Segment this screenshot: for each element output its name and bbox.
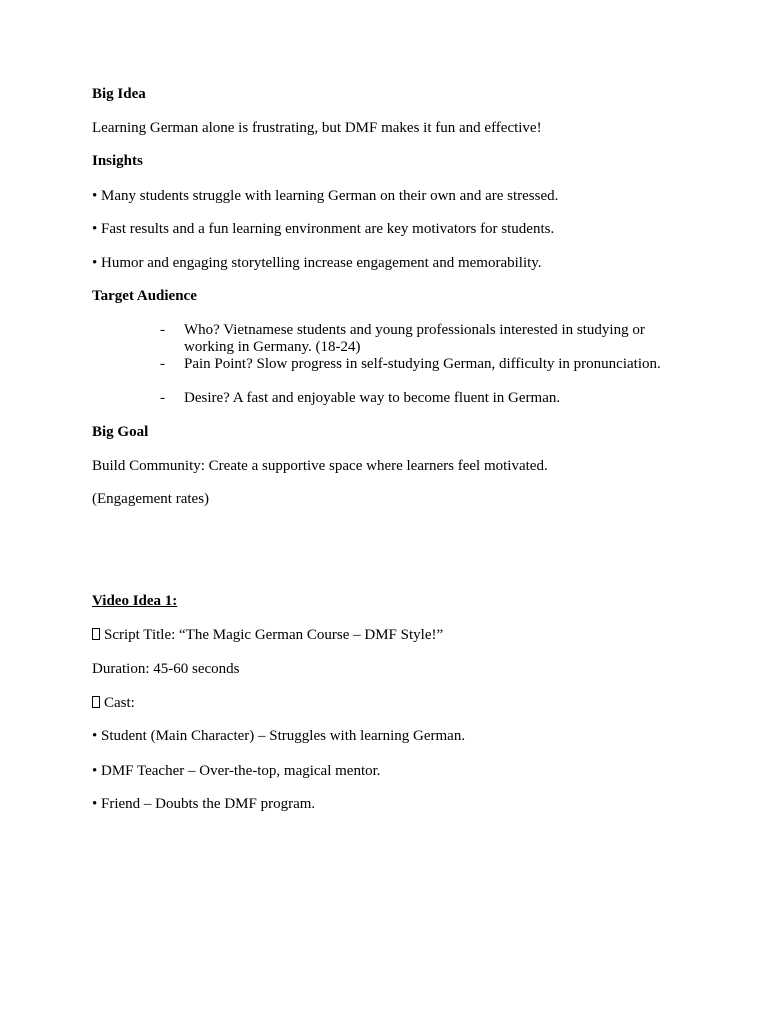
insight-item: • Fast results and a fun learning environment are key motivators for students. xyxy=(92,221,555,237)
cast-label-line xyxy=(92,695,135,712)
dash-bullet: - xyxy=(160,356,165,372)
dash-bullet: - xyxy=(160,322,165,338)
big-idea-text: Learning German alone is frustrating, but DMF makes it fun and effective! xyxy=(92,120,542,136)
cast-item: • Student (Main Character) – Struggles with learning German. xyxy=(92,728,466,744)
cast-item: • Friend – Doubts the DMF program. xyxy=(92,796,316,812)
insight-item: • Many students struggle with learning German on their own and are stressed. xyxy=(92,188,559,204)
video-idea-heading: Video Idea 1: xyxy=(92,593,178,609)
big-idea-heading: Big Idea xyxy=(92,86,146,102)
missing-glyph-icon xyxy=(92,628,100,640)
cast-item: • DMF Teacher – Over-the-top, magical mentor. xyxy=(92,763,381,779)
script-title-line xyxy=(92,627,443,644)
cast-label-text: Cast: xyxy=(104,695,135,711)
big-goal-heading: Big Goal xyxy=(92,424,149,440)
list-item xyxy=(0,390,768,407)
duration-text: Duration: 45-60 seconds xyxy=(92,661,240,677)
dash-bullet: - xyxy=(160,390,165,406)
insight-item: • Humor and engaging storytelling increase engagement and memorability. xyxy=(92,255,542,271)
list-item-text: Pain Point? Slow progress in self-studying German, difficulty in pronunciation. xyxy=(184,356,661,372)
target-audience-heading: Target Audience xyxy=(92,288,197,304)
list-item-text: Who? Vietnamese students and young professionals interested in studying or working in Germany. (18-24) xyxy=(184,322,645,355)
big-goal-text: Build Community: Create a supportive space where learners feel motivated. xyxy=(92,458,548,474)
missing-glyph-icon xyxy=(92,696,100,708)
target-audience-list xyxy=(0,322,768,407)
script-title-text: Script Title: “The Magic German Course – DMF Style!” xyxy=(104,627,444,643)
big-goal-note: (Engagement rates) xyxy=(92,491,210,507)
list-item xyxy=(0,322,768,356)
insights-heading: Insights xyxy=(92,153,143,169)
list-item xyxy=(0,356,768,390)
list-item-text: Desire? A fast and enjoyable way to become fluent in German. xyxy=(184,390,561,406)
